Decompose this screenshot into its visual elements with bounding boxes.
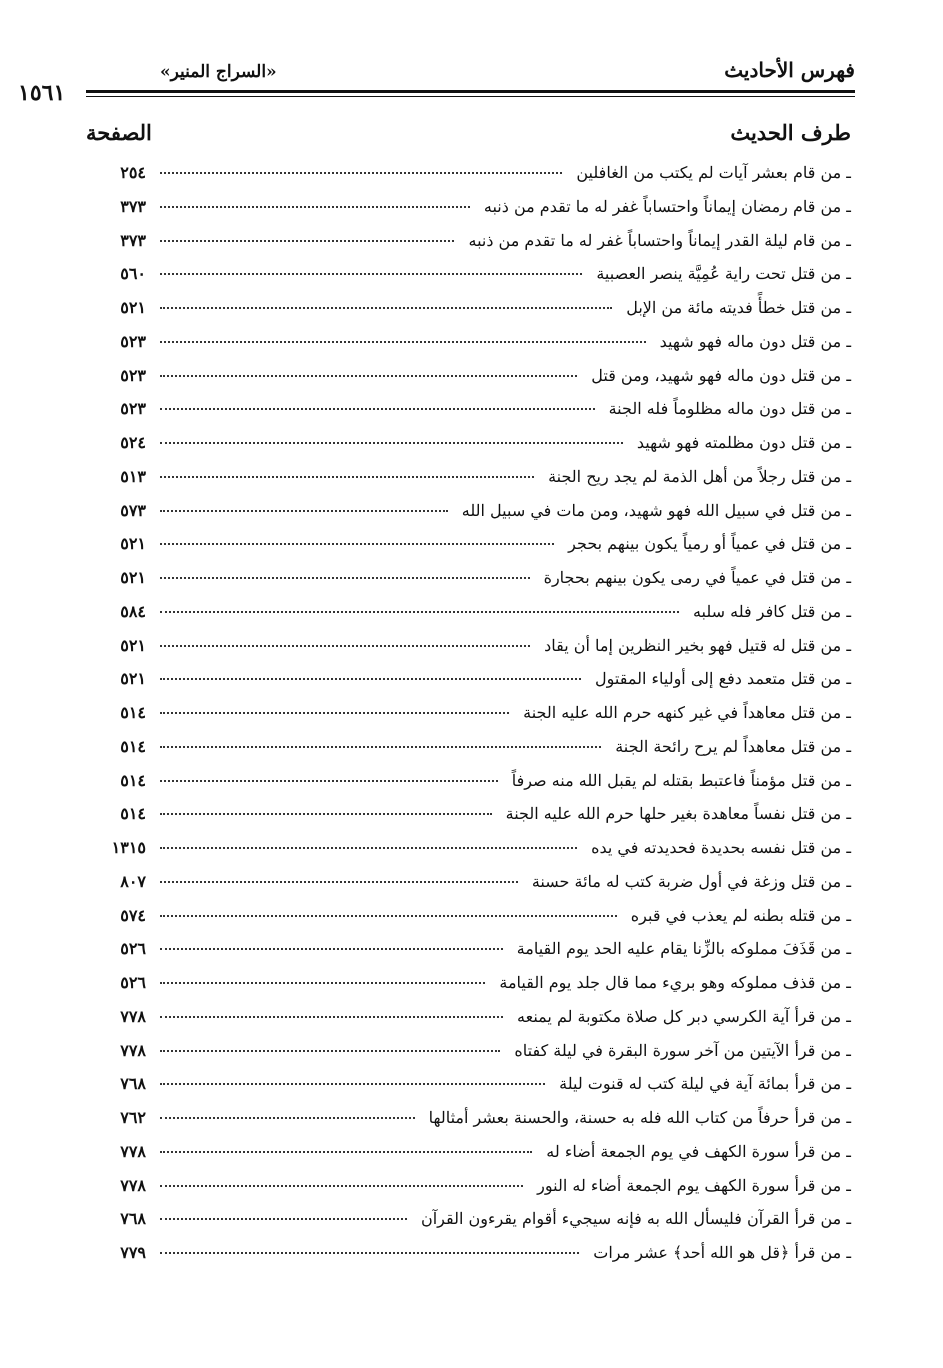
dot-leader [160,341,646,343]
list-item [86,534,851,568]
dot-leader [160,442,623,444]
hadith-text: ـ من قتل كافر فله سلبه [692,601,851,621]
dot-leader [160,1185,523,1187]
dot-leader [160,307,612,309]
hadith-text: ـ من قتل دون مظلمته فهو شهيد [636,433,851,452]
hadith-text: ـ من قتل له قتيل فهو بخير النظرين إما أن يقاد [544,635,851,655]
hadith-text: ـ من قتل دون ماله فهو شهيد، ومن قتل [591,365,851,385]
page-ref: ٥٢٤ [120,433,146,452]
page-ref: ٥٨٤ [120,601,146,621]
hadith-text: ـ من قتل رجلاً من أهل الذمة لم يجد ريح الجنة [548,466,851,486]
list-item [86,669,851,703]
page-ref: ٥٢١ [120,568,146,587]
dot-leader [160,780,498,782]
list-item [86,1041,851,1075]
page-column-heading: الصفحة [86,120,152,145]
header-rule-thin [86,96,855,97]
hadith-text: ـ من قتل في سبيل الله فهو شهيد، ومن مات في سبيل الله [461,500,851,520]
page-ref: ٥١٣ [120,466,146,486]
list-item [86,264,851,298]
hadith-text: ـ من قتل دون ماله فهو شهيد [659,331,851,351]
page-ref: ٥٢١ [120,635,146,655]
list-item [86,838,851,872]
dot-leader [160,712,509,714]
hadith-text: ـ من قتل معاهداً في غير كنهه حرم الله عليه الجنة [523,703,851,722]
hadith-index-list [86,163,851,1277]
page-ref: ٣٧٣ [120,196,146,216]
page-ref: ٧٧٨ [120,1040,146,1060]
dot-leader [160,510,448,512]
hadith-text: ـ من قرأ الآيتين من آخر سورة البقرة في ليلة كفتاه [514,1040,851,1060]
page-ref: ١٣١٥ [111,838,146,857]
list-item [86,1074,851,1108]
list-item [86,1209,851,1243]
dot-leader [160,206,470,208]
dot-leader [160,476,534,478]
hadith-text: ـ من قذف مملوكه وهو بريء مما قال جلد يوم القيامة [499,973,851,992]
list-item [86,1142,851,1176]
page-ref: ٢٥٤ [120,163,146,182]
page-ref: ٥٢١ [120,534,146,554]
dot-leader [160,982,485,984]
page-ref: ٧٦٨ [120,1074,146,1094]
hadith-text: ـ من قتل مؤمناً فاعتبط بقتله لم يقبل الله منه صرفاً [511,770,851,790]
page-ref: ٧٧٨ [120,1006,146,1026]
page-ref: ٧٧٩ [120,1243,146,1262]
hadith-text: ـ من قرأ آية الكرسي دبر كل صلاة مكتوبة لم يمنعه [517,1006,851,1026]
list-item [86,737,851,771]
page-ref: ٥٢٦ [120,939,146,959]
hadith-text: ـ من قتل متعمد دفع إلى أولياء المقتول [595,669,851,689]
page-ref: ٧٧٨ [120,1175,146,1195]
hadith-text: ـ من قتل تحت راية عُمِيَّة ينصر العصبية [596,264,851,284]
list-item [86,366,851,400]
list-item [86,1007,851,1041]
page-ref: ٥٢٣ [120,399,146,419]
dot-leader [160,881,518,883]
list-item [86,399,851,433]
list-item [86,939,851,973]
book-title: «السراج المنير» [160,62,277,82]
page-ref: ٨٠٧ [120,871,146,891]
list-item [86,501,851,535]
hadith-text: ـ من قتل خطأً فديته مائة من الإبل [626,298,851,317]
header-rule-thick [86,90,855,93]
page-ref: ٥١٤ [120,703,146,722]
hadith-text: ـ من قام بعشر آيات لم يكتب من الغافلين [576,163,851,182]
page-ref: ٥٢١ [120,298,146,317]
dot-leader [160,1151,532,1153]
hadith-text: ـ من قام رمضان إيماناً واحتساباً غفر له ما تقدم من ذنبه [483,196,851,216]
list-item [86,973,851,1007]
dot-leader [160,1218,407,1220]
dot-leader [160,678,581,680]
list-item [86,1176,851,1210]
list-item [86,467,851,501]
list-item [86,298,851,332]
dot-leader [160,915,617,917]
dot-leader [160,1252,579,1254]
dot-leader [160,948,503,950]
page-ref: ٥١٤ [120,804,146,824]
hadith-text: ـ من قتل في عمياً في رمى يكون بينهم بحجارة [543,568,851,587]
page-ref: ٥٦٠ [120,264,146,284]
page-ref: ٥٢١ [120,669,146,689]
hadith-text: ـ من قرأ القرآن فليسأل الله به فإنه سيجيء أقوام يقرءون القرآن [420,1209,851,1229]
dot-leader [160,645,530,647]
hadith-text: ـ من قرأ بمائة آية في ليلة كتب له قنوت ليلة [559,1074,851,1094]
page-ref: ٥١٤ [120,770,146,790]
list-item [86,872,851,906]
list-item [86,906,851,940]
dot-leader [160,611,679,613]
dot-leader [160,273,582,275]
hadith-text: ـ من قَذَفَ مملوكه بالزِّنا يقام عليه الحد يوم القيامة [516,939,851,959]
list-item [86,163,851,197]
dot-leader [160,1083,545,1085]
page-ref: ٥٢٣ [120,331,146,351]
list-item [86,197,851,231]
page-ref: ٥٧٣ [120,500,146,520]
hadith-text: ـ من قرأ سورة الكهف يوم الجمعة أضاء له النور [537,1175,851,1195]
hadith-text: ـ من قرأ ﴿قل هو الله أحد﴾ عشر مرات [593,1243,851,1262]
dot-leader [160,813,492,815]
dot-leader [160,746,601,748]
list-item [86,636,851,670]
dot-leader [160,240,454,242]
page-ref: ٣٧٣ [120,230,146,250]
list-item [86,1108,851,1142]
hadith-text: ـ من قام ليلة القدر إيماناً واحتساباً غفر له ما تقدم من ذنبه [468,230,851,250]
dot-leader [160,1016,503,1018]
hadith-text: ـ من قرأ سورة الكهف في يوم الجمعة أضاء له [546,1141,851,1161]
page-ref: ٥٢٣ [120,365,146,385]
hadith-column-heading: طرف الحديث [730,120,851,145]
hadith-text: ـ من قتل وزغة في أول ضربة كتب له مائة حسنة [531,871,851,891]
dot-leader [160,577,530,579]
hadith-text: ـ من قتل نفسه بحديدة فحديدته في يده [591,838,851,857]
page-ref: ٥٢٦ [120,973,146,992]
page-ref: ٧٦٨ [120,1209,146,1229]
hadith-text: ـ من قتل في عمياً أو رمياً يكون بينهم بحجر [568,534,851,554]
page-ref: ٥٧٤ [120,905,146,925]
list-item [86,568,851,602]
hadith-text: ـ من قتله بطنه لم يعذب في قبره [630,905,851,925]
dot-leader [160,543,554,545]
list-item [86,602,851,636]
dot-leader [160,847,577,849]
hadith-text: ـ من قتل نفساً معاهدة بغير حلها حرم الله عليه الجنة [505,804,851,824]
hadith-text: ـ من قتل دون ماله مظلوماً فله الجنة [608,399,851,419]
page-ref: ٥١٤ [120,736,146,756]
hadith-text: ـ من قرأ حرفاً من كتاب الله فله به حسنة، والحسنة بعشر أمثالها [428,1108,851,1127]
dot-leader [160,1117,415,1119]
list-item [86,433,851,467]
list-item [86,1243,851,1277]
list-item [86,804,851,838]
list-item [86,231,851,265]
hadith-text: ـ من قتل معاهداً لم يرح رائحة الجنة [615,736,851,756]
dot-leader [160,408,595,410]
dot-leader [160,375,577,377]
page-number: ١٥٦١ [18,80,66,106]
page-ref: ٧٦٢ [120,1108,146,1127]
list-item [86,703,851,737]
section-title: فهرس الأحاديث [724,58,855,82]
page-ref: ٧٧٨ [120,1141,146,1161]
dot-leader [160,1050,500,1052]
list-item [86,771,851,805]
dot-leader [160,172,562,174]
list-item [86,332,851,366]
